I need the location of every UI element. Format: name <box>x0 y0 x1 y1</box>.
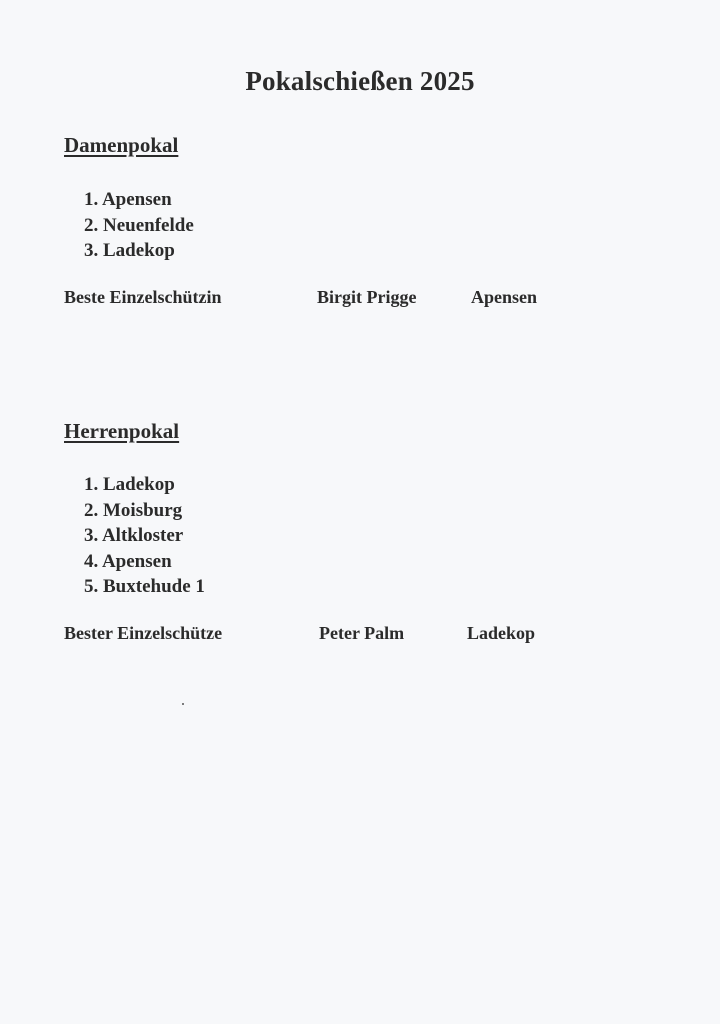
herren-rank-item: 4. Apensen <box>84 550 172 572</box>
herren-rank-item: 5. Buxtehude 1 <box>84 576 205 597</box>
herren-ranking-list <box>84 472 205 600</box>
herren-best-name: Peter Palm <box>319 623 405 643</box>
scan-speck <box>182 703 184 705</box>
herren-rank-item: 2. Moisburg <box>84 499 183 521</box>
damen-ranking-list <box>84 187 194 264</box>
herren-best-club: Ladekop <box>467 623 536 643</box>
herren-rank-item: 3. Altkloster <box>84 525 184 546</box>
page-title: Pokalschießen 2025 <box>245 66 475 96</box>
damen-rank-item: 2. Neuenfelde <box>84 214 194 236</box>
damen-rank-item: 3. Ladekop <box>84 240 175 261</box>
damen-rank-item: 1. Apensen <box>84 189 172 210</box>
damen-best-name: Birgit Prigge <box>317 287 417 307</box>
damen-best-shooter-row <box>64 287 664 311</box>
damen-section-heading: Damenpokal <box>64 133 179 157</box>
damen-best-label: Beste Einzelschützin <box>64 287 222 307</box>
herren-section-heading: Herrenpokal <box>64 419 180 443</box>
herren-best-shooter-row <box>64 623 664 647</box>
herren-rank-item: 1. Ladekop <box>84 474 175 495</box>
damen-best-club: Apensen <box>471 287 538 307</box>
herren-best-label: Bester Einzelschütze <box>64 623 223 643</box>
